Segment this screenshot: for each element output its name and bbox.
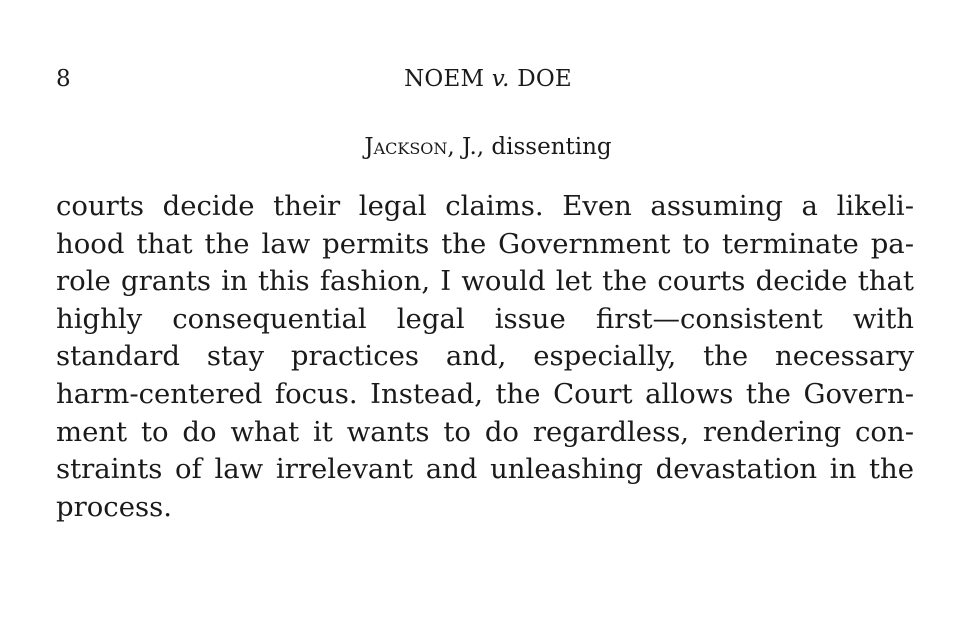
paragraph-line: harm-centered focus. Instead, the Court allows the Govern-: [56, 377, 914, 410]
author-suffix: , J., dissenting: [447, 134, 612, 160]
case-name-versus: v.: [491, 66, 510, 92]
paragraph-line: courts decide their legal claims. Even assuming a likeli-: [56, 190, 914, 222]
case-name-left: NOEM: [404, 66, 485, 92]
paragraph-line: highly consequential legal issue first—consistent with: [56, 302, 914, 335]
paragraph-line: standard stay practices and, especially, the necessary: [56, 340, 914, 373]
author-name: Jackson: [364, 134, 448, 160]
page-number: 8: [56, 66, 71, 92]
paragraph-line: role grants in this fashion, I would let the courts decide that: [56, 265, 914, 298]
opinion-paragraph: [56, 188, 914, 526]
paragraph-line: hood that the law permits the Government to terminate pa-: [56, 227, 914, 260]
running-head: [0, 64, 976, 94]
paragraph-line: straints of law irrelevant and unleashing devastation in the: [56, 453, 914, 486]
paragraph-line: process.: [56, 490, 172, 523]
paragraph-line: ment to do what it wants to do regardless, rendering con-: [56, 415, 914, 448]
case-name-right: DOE: [517, 66, 572, 92]
opinion-author-line: [0, 132, 976, 162]
